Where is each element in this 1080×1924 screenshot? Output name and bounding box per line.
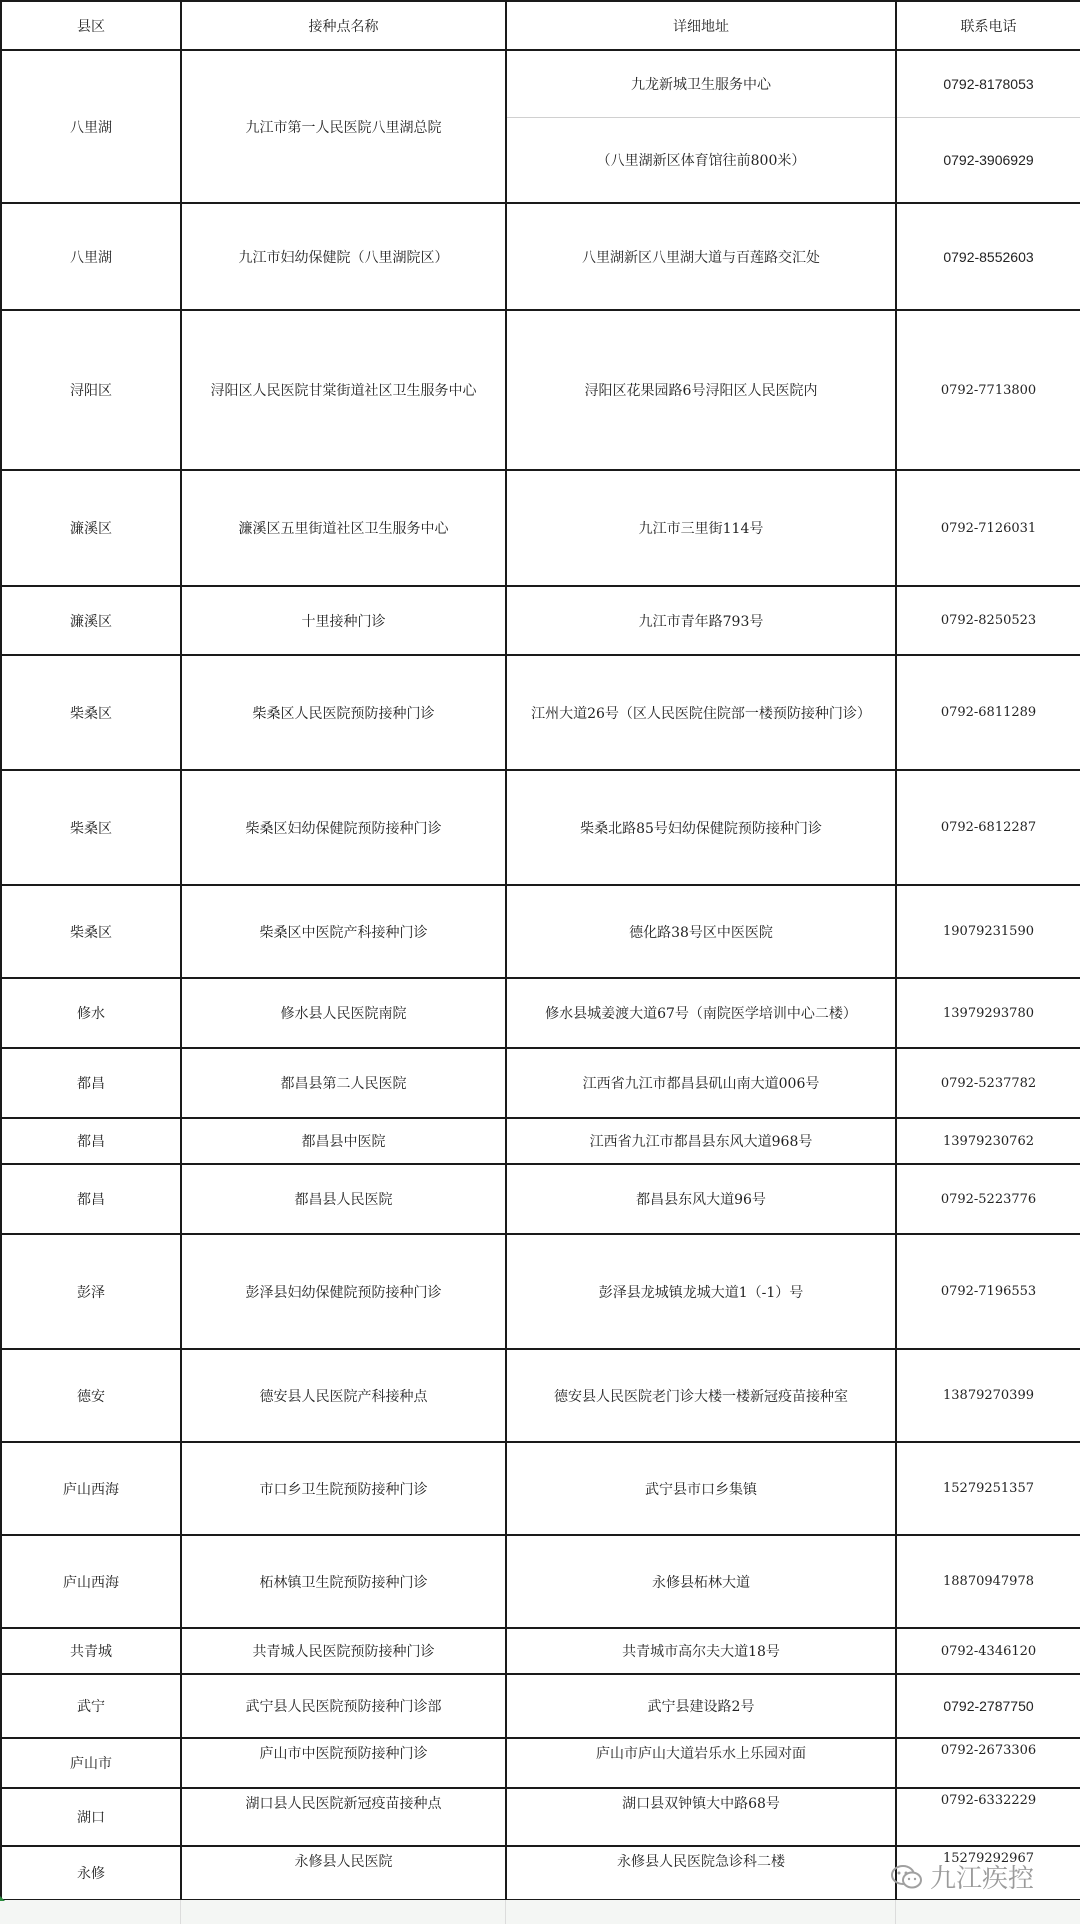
spreadsheet-bottom-strip [0, 1900, 1080, 1924]
table-row [1, 1118, 1080, 1164]
district-cell: 永修 [1, 1846, 181, 1900]
header-address: 详细地址 [506, 1, 896, 50]
phone-cell: 19079231590 [896, 885, 1080, 978]
district-cell: 八里湖 [1, 203, 181, 310]
address-cell: 柴桑北路85号妇幼保健院预防接种门诊 [506, 770, 896, 885]
site-name-cell: 九江市第一人民医院八里湖总院 [181, 50, 506, 203]
site-name-cell: 柴桑区人民医院预防接种门诊 [181, 655, 506, 770]
address-cell [506, 50, 896, 203]
address-cell: 都昌县东风大道96号 [506, 1164, 896, 1234]
phone-cell: 13979230762 [896, 1118, 1080, 1164]
phone-cell: 0792-7196553 [896, 1234, 1080, 1349]
watermark-text: 九江疾控 [930, 1864, 1035, 1894]
phone-cell: 0792-8250523 [896, 586, 1080, 655]
address-cell: 江州大道26号（区人民医院住院部一楼预防接种门诊） [506, 655, 896, 770]
address-cell: 德安县人民医院老门诊大楼一楼新冠疫苗接种室 [506, 1349, 896, 1442]
phone-cell: 15279292967 [896, 1846, 1080, 1900]
wechat-icon [890, 1864, 924, 1890]
table-row [1, 586, 1080, 655]
phone-cell: 0792-6332229 [896, 1788, 1080, 1846]
address-cell: 永修县人民医院急诊科二楼 [506, 1846, 896, 1900]
phone-cell: 0792-7126031 [896, 470, 1080, 586]
table-row [1, 1788, 1080, 1846]
phone-cell: 13879270399 [896, 1349, 1080, 1442]
phone-cell: 0792-2787750 [896, 1674, 1080, 1738]
phone-cell [896, 50, 1080, 203]
table-row [1, 885, 1080, 978]
site-name-cell: 柴桑区中医院产科接种门诊 [181, 885, 506, 978]
address-cell: 庐山市庐山大道岩乐水上乐园对面 [506, 1738, 896, 1788]
address-cell: 湖口县双钟镇大中路68号 [506, 1788, 896, 1846]
phone-cell: 18870947978 [896, 1535, 1080, 1628]
address-line: 九龙新城卫生服务中心 [507, 51, 895, 118]
address-cell: 浔阳区花果园路6号浔阳区人民医院内 [506, 310, 896, 470]
district-cell: 柴桑区 [1, 885, 181, 978]
table-row [1, 1738, 1080, 1788]
site-name-cell: 市口乡卫生院预防接种门诊 [181, 1442, 506, 1535]
phone-number: 0792-3906929 [943, 152, 1034, 168]
phone-cell: 0792-7713800 [896, 310, 1080, 470]
table-row [1, 1164, 1080, 1234]
district-cell: 庐山市 [1, 1738, 181, 1788]
site-name-cell: 九江市妇幼保健院（八里湖院区） [181, 203, 506, 310]
table-row [1, 770, 1080, 885]
district-cell: 濂溪区 [1, 470, 181, 586]
phone-number: 0792-8178053 [897, 51, 1080, 118]
address-cell: 德化路38号区中医医院 [506, 885, 896, 978]
phone-cell: 0792-2673306 [896, 1738, 1080, 1788]
address-cell: 江西省九江市都昌县矶山南大道006号 [506, 1048, 896, 1118]
table-row [1, 310, 1080, 470]
district-cell: 湖口 [1, 1788, 181, 1846]
site-name-cell: 武宁县人民医院预防接种门诊部 [181, 1674, 506, 1738]
site-name-cell: 浔阳区人民医院甘棠街道社区卫生服务中心 [181, 310, 506, 470]
table-row [1, 655, 1080, 770]
phone-cell: 13979293780 [896, 978, 1080, 1048]
district-cell: 浔阳区 [1, 310, 181, 470]
site-name-cell: 十里接种门诊 [181, 586, 506, 655]
table-row [1, 1535, 1080, 1628]
phone-cell: 0792-6811289 [896, 655, 1080, 770]
district-cell: 德安 [1, 1349, 181, 1442]
table-row [1, 203, 1080, 310]
site-name-cell: 德安县人民医院产科接种点 [181, 1349, 506, 1442]
table-row [1, 978, 1080, 1048]
phone-cell: 0792-5223776 [896, 1164, 1080, 1234]
district-cell: 修水 [1, 978, 181, 1048]
district-cell: 柴桑区 [1, 770, 181, 885]
district-cell: 庐山西海 [1, 1535, 181, 1628]
site-name-cell: 柴桑区妇幼保健院预防接种门诊 [181, 770, 506, 885]
table-header-row [1, 1, 1080, 50]
district-cell: 庐山西海 [1, 1442, 181, 1535]
address-cell: 江西省九江市都昌县东风大道968号 [506, 1118, 896, 1164]
phone-cell: 0792-8552603 [896, 203, 1080, 310]
address-line: （八里湖新区体育馆往前800米） [596, 153, 806, 169]
district-cell: 共青城 [1, 1628, 181, 1674]
watermark [890, 1858, 1034, 1895]
site-name-cell: 修水县人民医院南院 [181, 978, 506, 1048]
phone-cell: 0792-4346120 [896, 1628, 1080, 1674]
site-name-cell: 濂溪区五里街道社区卫生服务中心 [181, 470, 506, 586]
district-cell: 柴桑区 [1, 655, 181, 770]
site-name-cell: 湖口县人民医院新冠疫苗接种点 [181, 1788, 506, 1846]
district-cell: 濂溪区 [1, 586, 181, 655]
district-cell: 八里湖 [1, 50, 181, 203]
table-row [1, 470, 1080, 586]
address-cell: 彭泽县龙城镇龙城大道1（-1）号 [506, 1234, 896, 1349]
table-row [1, 1234, 1080, 1349]
address-cell: 永修县柘林大道 [506, 1535, 896, 1628]
address-cell: 武宁县市口乡集镇 [506, 1442, 896, 1535]
district-cell: 彭泽 [1, 1234, 181, 1349]
table-row [1, 1048, 1080, 1118]
site-name-cell: 柘林镇卫生院预防接种门诊 [181, 1535, 506, 1628]
table-row [1, 1349, 1080, 1442]
address-cell: 修水县城姜渡大道67号（南院医学培训中心二楼） [506, 978, 896, 1048]
header-phone: 联系电话 [896, 1, 1080, 50]
address-cell: 共青城市高尔夫大道18号 [506, 1628, 896, 1674]
phone-cell: 15279251357 [896, 1442, 1080, 1535]
site-name-cell: 庐山市中医院预防接种门诊 [181, 1738, 506, 1788]
header-district: 县区 [1, 1, 181, 50]
phone-cell: 0792-6812287 [896, 770, 1080, 885]
address-cell: 武宁县建设路2号 [506, 1674, 896, 1738]
address-cell: 八里湖新区八里湖大道与百莲路交汇处 [506, 203, 896, 310]
selection-corner-marker [0, 1896, 5, 1901]
header-site-name: 接种点名称 [181, 1, 506, 50]
site-name-cell: 都昌县中医院 [181, 1118, 506, 1164]
district-cell: 都昌 [1, 1118, 181, 1164]
site-name-cell: 都昌县人民医院 [181, 1164, 506, 1234]
table-row [1, 1674, 1080, 1738]
table-row [1, 50, 1080, 203]
site-name-cell: 都昌县第二人民医院 [181, 1048, 506, 1118]
phone-cell: 0792-5237782 [896, 1048, 1080, 1118]
table-row [1, 1628, 1080, 1674]
table-row [1, 1442, 1080, 1535]
site-name-cell: 永修县人民医院 [181, 1846, 506, 1900]
district-cell: 都昌 [1, 1048, 181, 1118]
address-cell: 九江市青年路793号 [506, 586, 896, 655]
site-name-cell: 彭泽县妇幼保健院预防接种门诊 [181, 1234, 506, 1349]
site-name-cell: 共青城人民医院预防接种门诊 [181, 1628, 506, 1674]
address-cell: 九江市三里街114号 [506, 470, 896, 586]
district-cell: 都昌 [1, 1164, 181, 1234]
district-cell: 武宁 [1, 1674, 181, 1738]
